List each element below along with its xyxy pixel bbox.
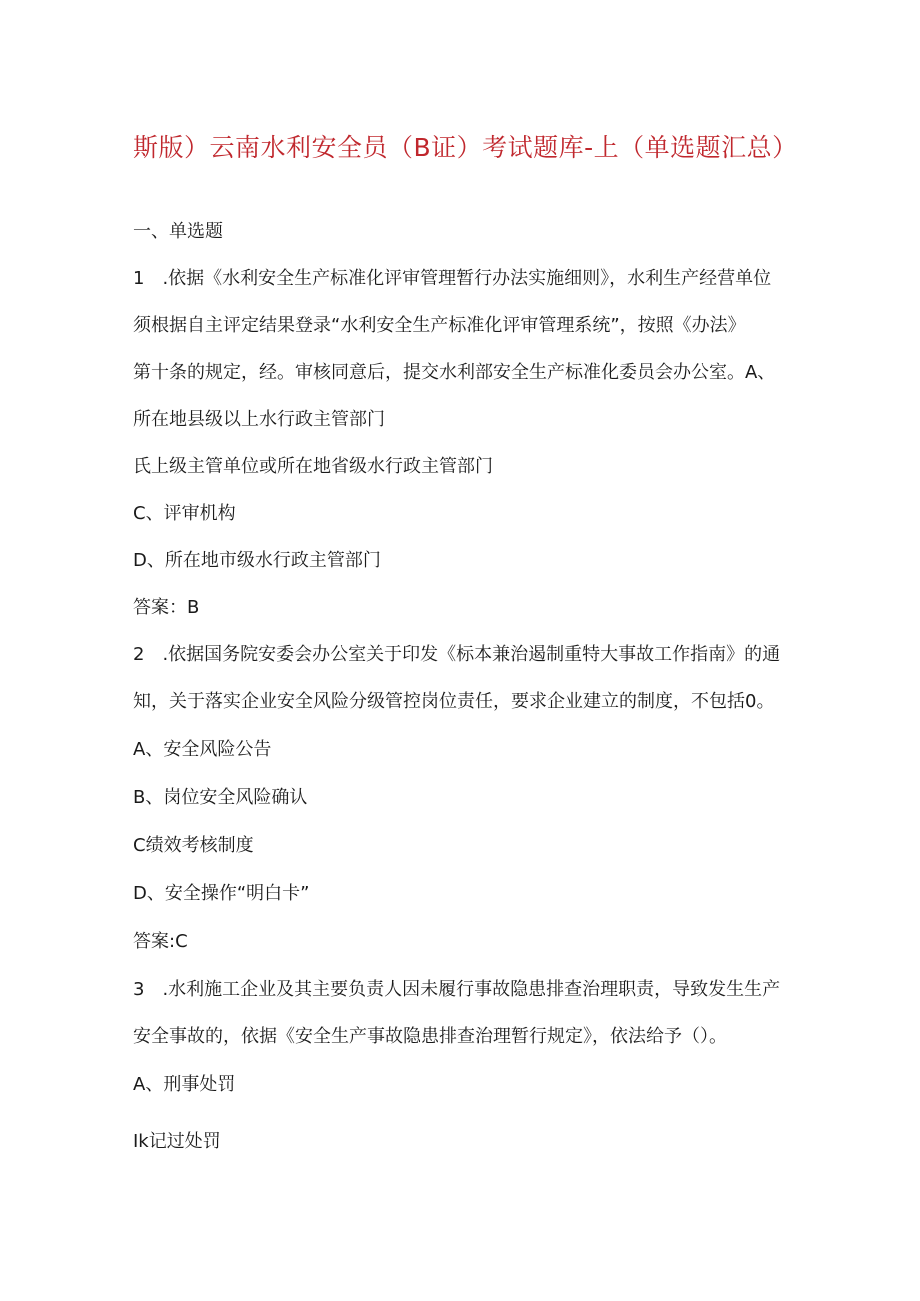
- question-2-answer: 答案:C: [133, 931, 188, 952]
- question-1-option-b: 氏上级主管单位或所在地省级水行政主管部门: [133, 456, 493, 477]
- question-2-option-a: A、安全风险公告: [133, 739, 272, 760]
- question-1-answer: 答案：B: [133, 597, 200, 618]
- question-1-option-d: D、所在地市级水行政主管部门: [133, 550, 381, 571]
- question-1-line-3: 第十条的规定，经。审核同意后，提交水利部安全生产标准化委员会办公室。A、: [133, 362, 776, 383]
- question-3-line-2: 安全事故的，依据《安全生产事故隐患排查治理暂行规定》，依法给予（）。: [133, 1026, 727, 1047]
- question-2-option-d: D、安全操作“明白卡”: [133, 883, 310, 904]
- document-title: 斯版）云南水利安全员（B证）考试题库-上（单选题汇总）: [133, 133, 798, 162]
- question-1-option-a: 所在地县级以上水行政主管部门: [133, 409, 385, 430]
- question-2-line-2: 知，关于落实企业安全风险分级管控岗位责任，要求企业建立的制度，不包括0。: [133, 691, 775, 712]
- question-3-option-a: A、刑事处罚: [133, 1074, 236, 1095]
- question-3-option-b: Ik记过处罚: [133, 1131, 221, 1152]
- question-1-line-2: 须根据自主评定结果登录“水利安全生产标准化评审管理系统”，按照《办法》: [133, 315, 746, 336]
- section-heading: 一、单选题: [133, 221, 223, 242]
- question-2-option-b: B、岗位安全风险确认: [133, 787, 308, 808]
- question-3-line-1: 3 .水利施工企业及其主要负责人因未履行事故隐患排查治理职责，导致发生生产: [133, 979, 781, 1000]
- question-1-line-1: 1 .依据《水利安全生产标准化评审管理暂行办法实施细则》，水利生产经营单位: [133, 268, 772, 289]
- question-1-option-c: C、评审机构: [133, 503, 236, 524]
- question-2-line-1: 2 .依据国务院安委会办公室关于印发《标本兼治遏制重特大事故工作指南》的通: [133, 644, 781, 665]
- question-2-option-c: C绩效考核制度: [133, 835, 254, 856]
